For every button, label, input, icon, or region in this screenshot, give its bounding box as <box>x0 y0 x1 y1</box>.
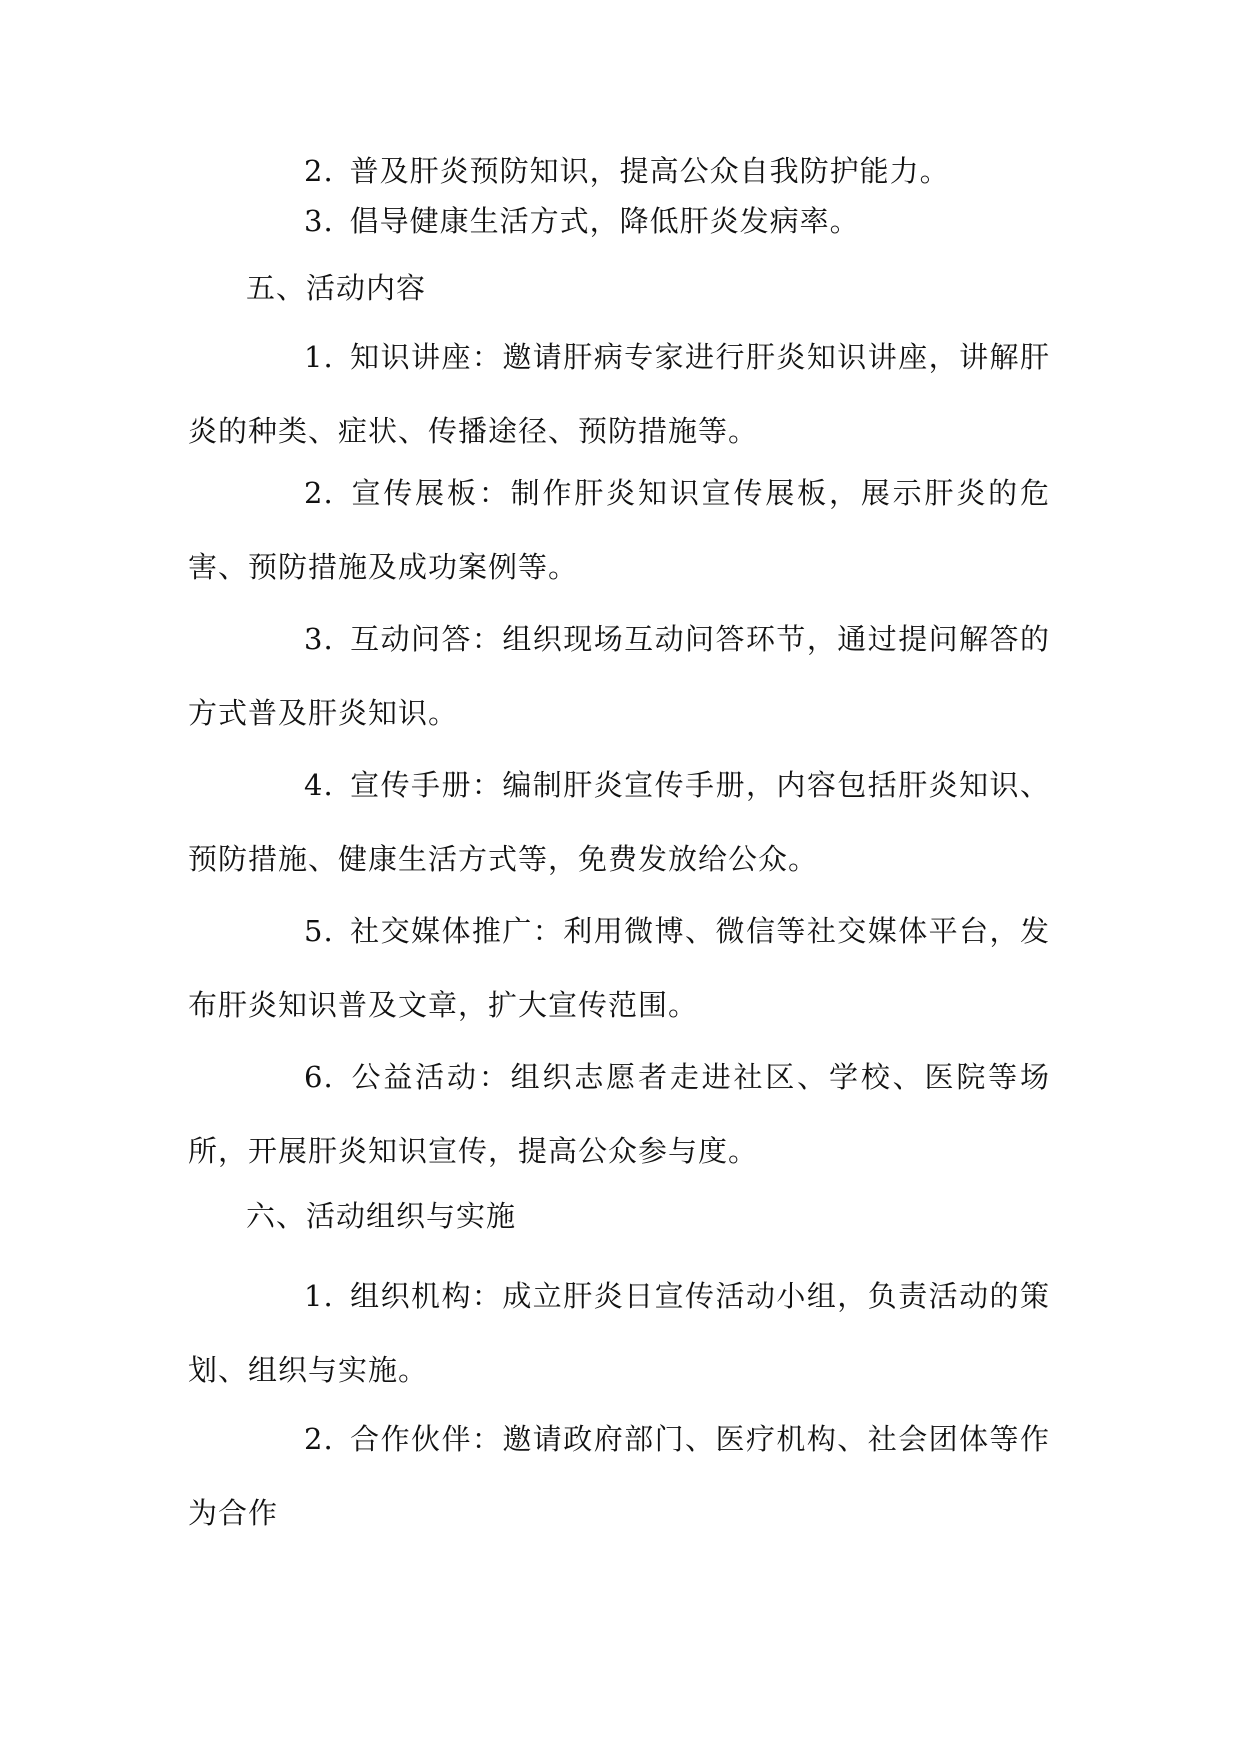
paragraph-activity-3 <box>188 602 1050 750</box>
paragraph-activity-4 <box>188 748 1050 896</box>
paragraph-organization-1 <box>188 1259 1050 1407</box>
item-number: 2. <box>304 1422 334 1456</box>
item-number: 6. <box>304 1060 334 1094</box>
paragraph-text: 宣传展板：制作肝炎知识宣传展板，展示肝炎的危害、预防措施及成功案例等。 <box>188 476 1050 584</box>
paragraph-activity-1 <box>188 320 1050 468</box>
paragraph-text: 组织机构：成立肝炎日宣传活动小组，负责活动的策划、组织与实施。 <box>188 1279 1050 1387</box>
section-heading-activity-content: 五、活动内容 <box>246 271 427 305</box>
item-number: 3. <box>304 204 334 238</box>
item-number: 1. <box>304 1279 334 1313</box>
paragraph-organization-2 <box>188 1402 1050 1550</box>
paragraph-goal-3 <box>188 184 1050 258</box>
paragraph-text: 普及肝炎预防知识，提高公众自我防护能力。 <box>349 154 950 188</box>
item-number: 1. <box>304 340 334 374</box>
section-heading-organization: 六、活动组织与实施 <box>246 1199 517 1233</box>
paragraph-text: 合作伙伴：邀请政府部门、医疗机构、社会团体等作为合作 <box>188 1422 1050 1530</box>
item-number: 5. <box>304 914 334 948</box>
item-number: 2. <box>304 154 334 188</box>
paragraph-text: 知识讲座：邀请肝病专家进行肝炎知识讲座，讲解肝炎的种类、症状、传播途径、预防措施等。 <box>188 340 1050 448</box>
item-number: 2. <box>304 476 334 510</box>
paragraph-activity-2 <box>188 456 1050 604</box>
item-number: 3. <box>304 622 334 656</box>
paragraph-activity-5 <box>188 894 1050 1042</box>
paragraph-text: 公益活动：组织志愿者走进社区、学校、医院等场所，开展肝炎知识宣传，提高公众参与度。 <box>188 1060 1050 1168</box>
paragraph-text: 倡导健康生活方式，降低肝炎发病率。 <box>349 204 860 238</box>
paragraph-text: 宣传手册：编制肝炎宣传手册，内容包括肝炎知识、预防措施、健康生活方式等，免费发放给公众。 <box>188 768 1050 876</box>
paragraph-text: 社交媒体推广：利用微博、微信等社交媒体平台，发布肝炎知识普及文章，扩大宣传范围。 <box>188 914 1050 1022</box>
item-number: 4. <box>304 768 334 802</box>
paragraph-activity-6 <box>188 1040 1050 1188</box>
paragraph-text: 互动问答：组织现场互动问答环节，通过提问解答的方式普及肝炎知识。 <box>188 622 1050 730</box>
